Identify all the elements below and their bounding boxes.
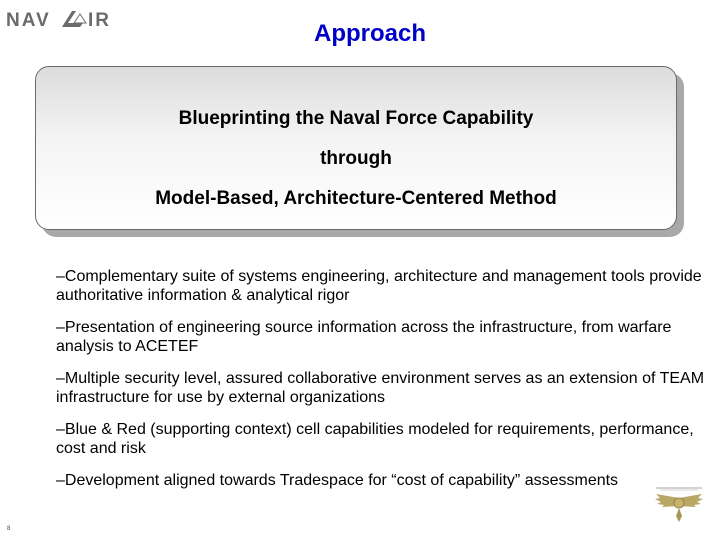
bullet-item: –Blue & Red (supporting context) cell capabilities modeled for requirements, performance, cost and risk: [56, 421, 694, 457]
headline-line-1: Blueprinting the Naval Force Capability: [178, 108, 534, 129]
svg-text:NAV: NAV: [6, 10, 51, 31]
svg-text:IR: IR: [88, 10, 111, 31]
bullet-item: –Presentation of engineering source information across the infrastructure, from warfare analysis to ACETEF: [56, 319, 672, 355]
headline-line-2: through: [320, 148, 392, 169]
bullet-item: –Development aligned towards Tradespace for “cost of capability” assessments: [56, 472, 619, 489]
headline-box: [35, 66, 677, 230]
bullet-item: –Complementary suite of systems engineering, architecture and management tools provide authoritative information & analytical rigor: [56, 268, 702, 304]
naval-aviation-wings-icon: [652, 484, 706, 524]
bullet-list: [56, 267, 706, 503]
page-title: Approach: [313, 20, 426, 47]
headline-line-3: Model-Based, Architecture-Centered Method: [155, 188, 557, 209]
page-number: 8: [7, 526, 11, 532]
bullet-item: –Multiple security level, assured collaborative environment serves as an extension of TEAM infrastructure for use by external organizations: [56, 370, 705, 406]
